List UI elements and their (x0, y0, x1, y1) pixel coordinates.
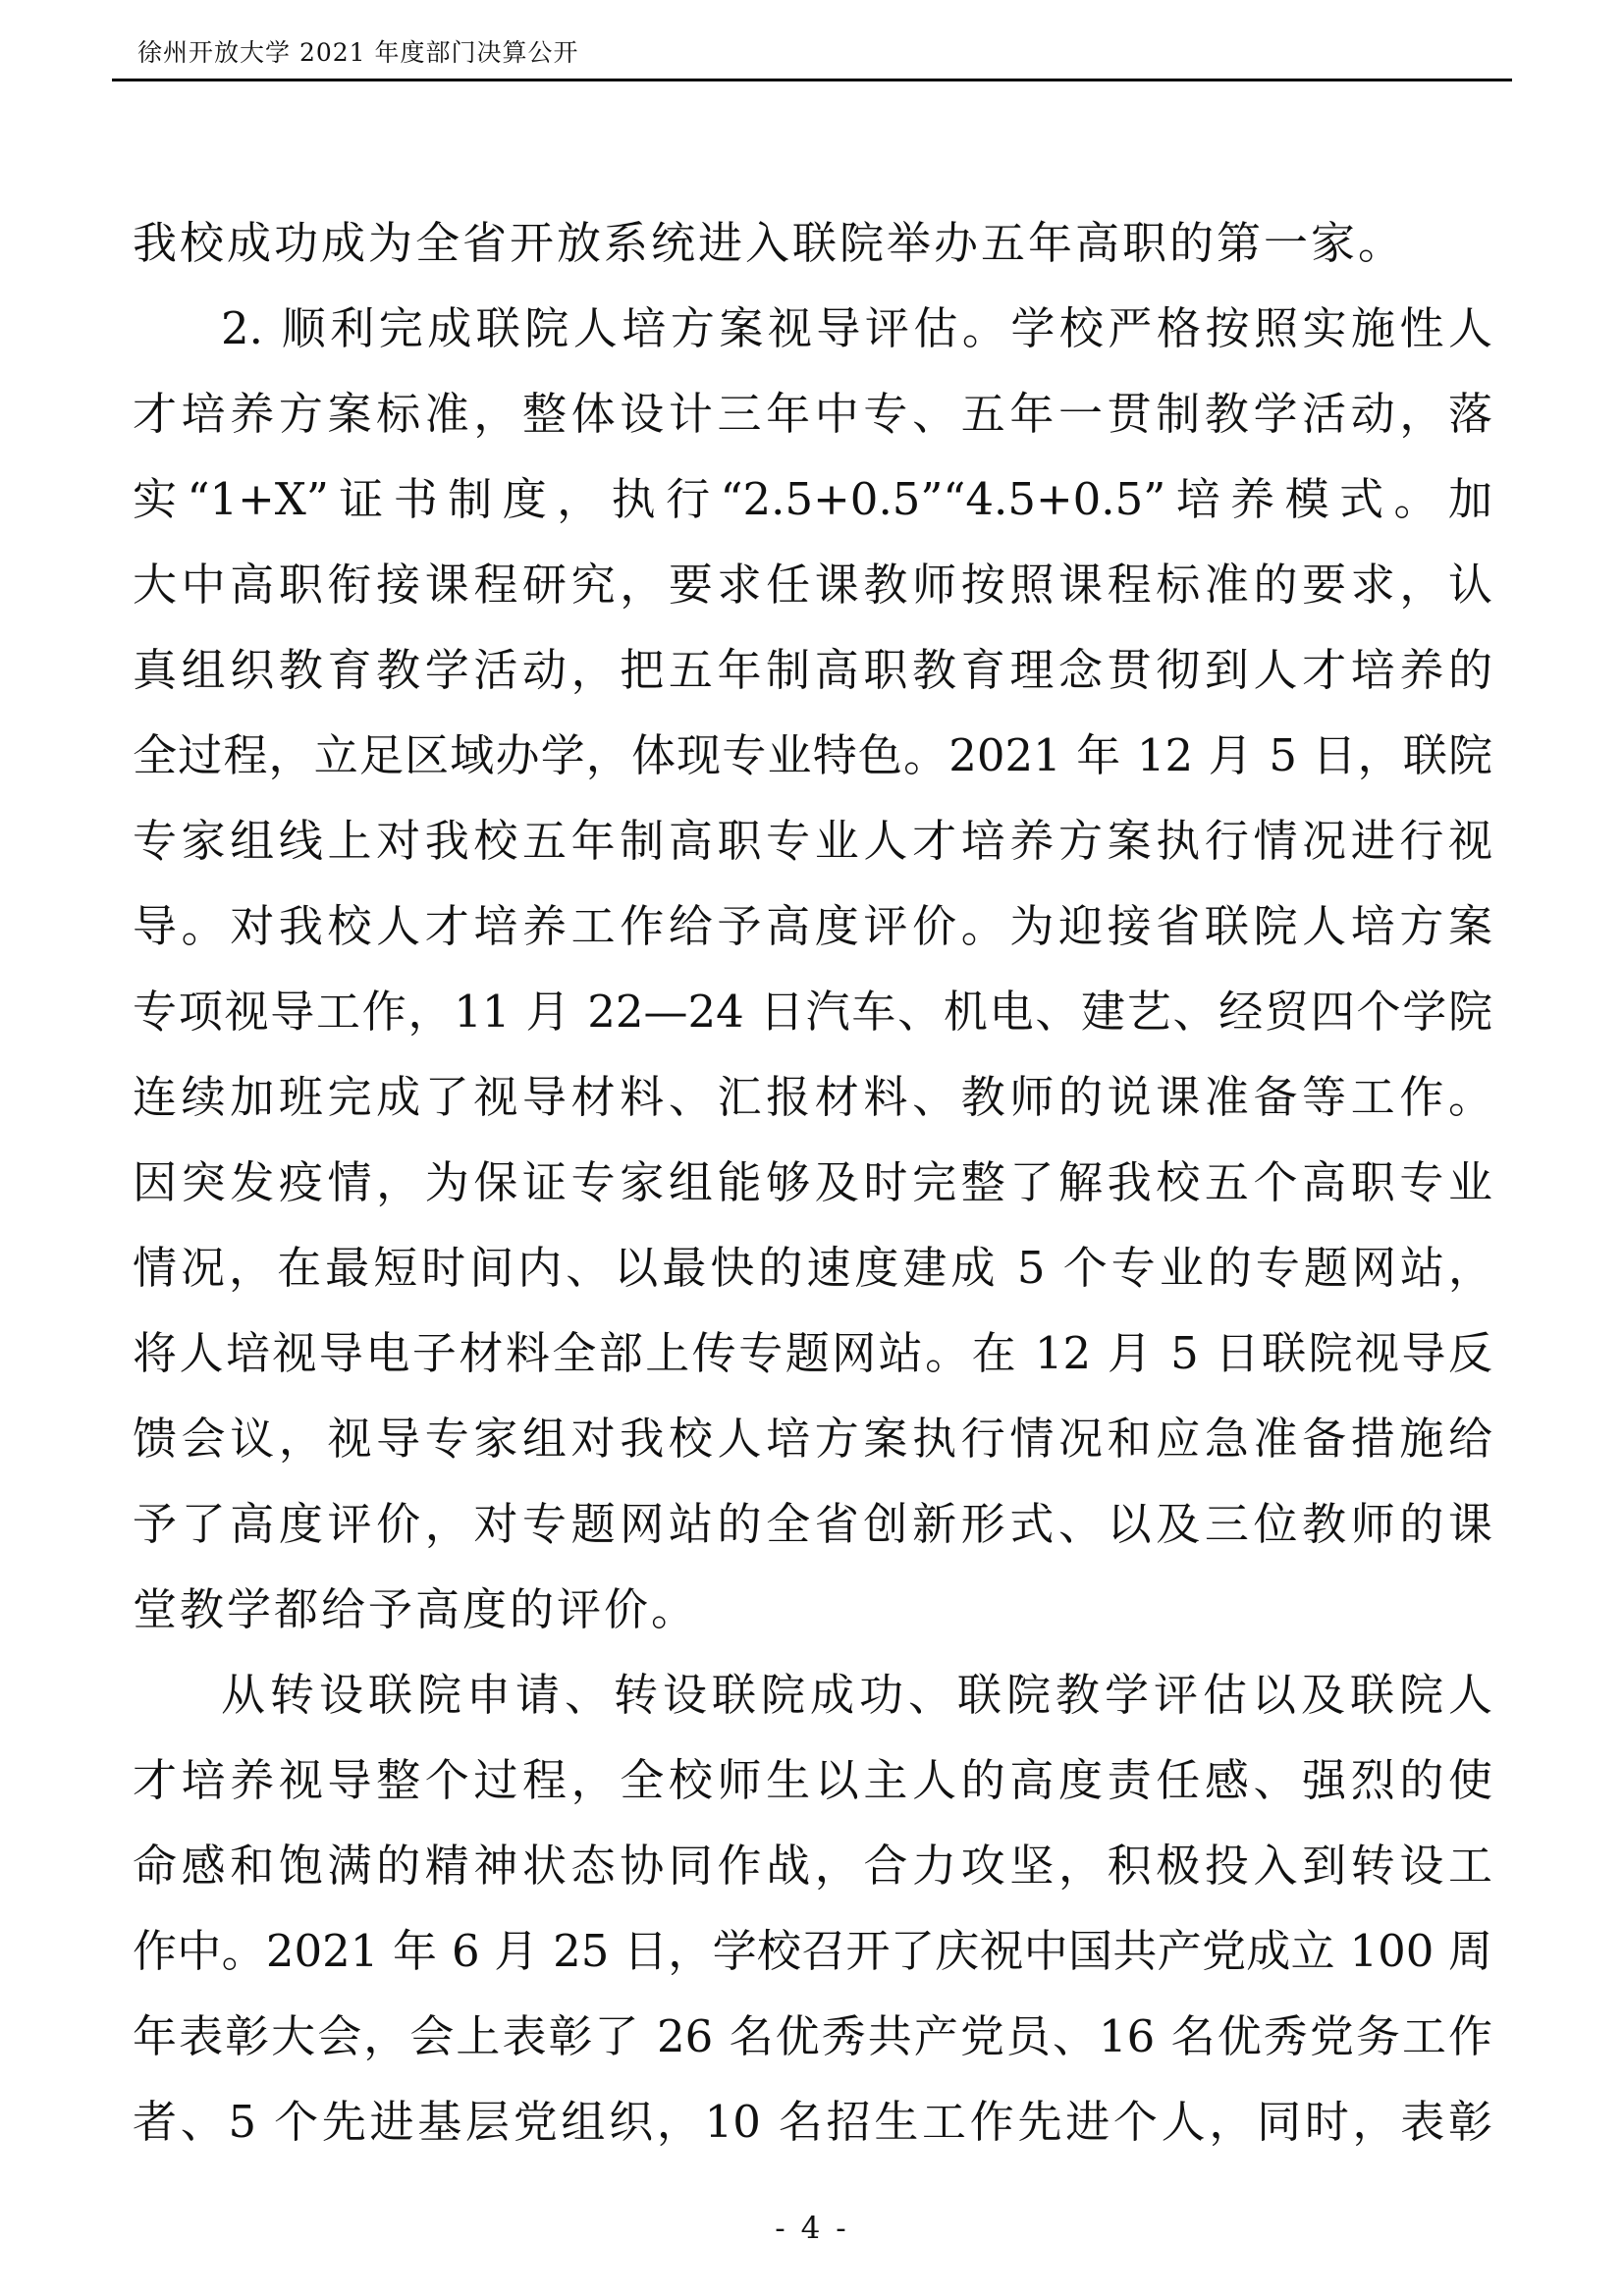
paragraph-line: 专项视导工作，11 月 22—24 日汽车、机电、建艺、经贸四个学院 (133, 986, 1492, 1038)
paragraph-line: 情况，在最短时间内、以最快的速度建成 5 个专业的专题网站， (133, 1242, 1492, 1294)
paragraph-line: 2. 顺利完成联院人培方案视导评估。学校严格按照实施性人 (221, 302, 1492, 354)
paragraph-line: 全过程，立足区域办学，体现专业特色。2021 年 12 月 5 日，联院 (133, 729, 1492, 781)
paragraph-line: 堂教学都给予高度的评价。 (133, 1583, 699, 1635)
document-body (133, 200, 1492, 2164)
paragraph-line: 连续加班完成了视导材料、汇报材料、教师的说课准备等工作。 (133, 1071, 1492, 1123)
paragraph-line: 馈会议，视导专家组对我校人培方案执行情况和应急准备措施给 (133, 1413, 1492, 1465)
paragraph-line: 才培养视导整个过程，全校师生以主人的高度责任感、强烈的使 (133, 1754, 1492, 1806)
paragraph-line: 予了高度评价，对专题网站的全省创新形式、以及三位教师的课 (133, 1498, 1492, 1550)
paragraph-line: 年表彰大会，会上表彰了 26 名优秀共产党员、16 名优秀党务工作 (133, 2010, 1492, 2062)
paragraph-line: 才培养方案标准，整体设计三年中专、五年一贯制教学活动，落 (133, 388, 1492, 440)
paragraph-line: 我校成功成为全省开放系统进入联院举办五年高职的第一家。 (133, 217, 1406, 269)
header-rule (112, 79, 1512, 81)
document-header-title: 徐州开放大学 2021 年度部门决算公开 (137, 38, 579, 67)
paragraph-line: 大中高职衔接课程研究，要求任课教师按照课程标准的要求，认 (133, 559, 1492, 611)
paragraph-line: 将人培视导电子材料全部上传专题网站。在 12 月 5 日联院视导反 (133, 1327, 1492, 1379)
paragraph-line: 实“1+X”证书制度，执行“2.5+0.5”“4.5+0.5”培养模式。加 (133, 473, 1492, 525)
page-number: - 4 - (775, 2211, 849, 2246)
paragraph-line: 作中。2021 年 6 月 25 日，学校召开了庆祝中国共产党成立 100 周 (133, 1925, 1492, 1977)
paragraph-line: 专家组线上对我校五年制高职专业人才培养方案执行情况进行视 (133, 815, 1492, 867)
paragraph-line: 因突发疫情，为保证专家组能够及时完整了解我校五个高职专业 (133, 1156, 1492, 1208)
paragraph-line: 命感和饱满的精神状态协同作战，合力攻坚，积极投入到转设工 (133, 1840, 1492, 1892)
paragraph-line: 从转设联院申请、转设联院成功、联院教学评估以及联院人 (221, 1669, 1492, 1721)
paragraph-line: 导。对我校人才培养工作给予高度评价。为迎接省联院人培方案 (133, 900, 1492, 952)
paragraph-line: 真组织教育教学活动，把五年制高职教育理念贯彻到人才培养的 (133, 644, 1492, 696)
paragraph-line: 者、5 个先进基层党组织，10 名招生工作先进个人，同时，表彰 (133, 2096, 1492, 2148)
